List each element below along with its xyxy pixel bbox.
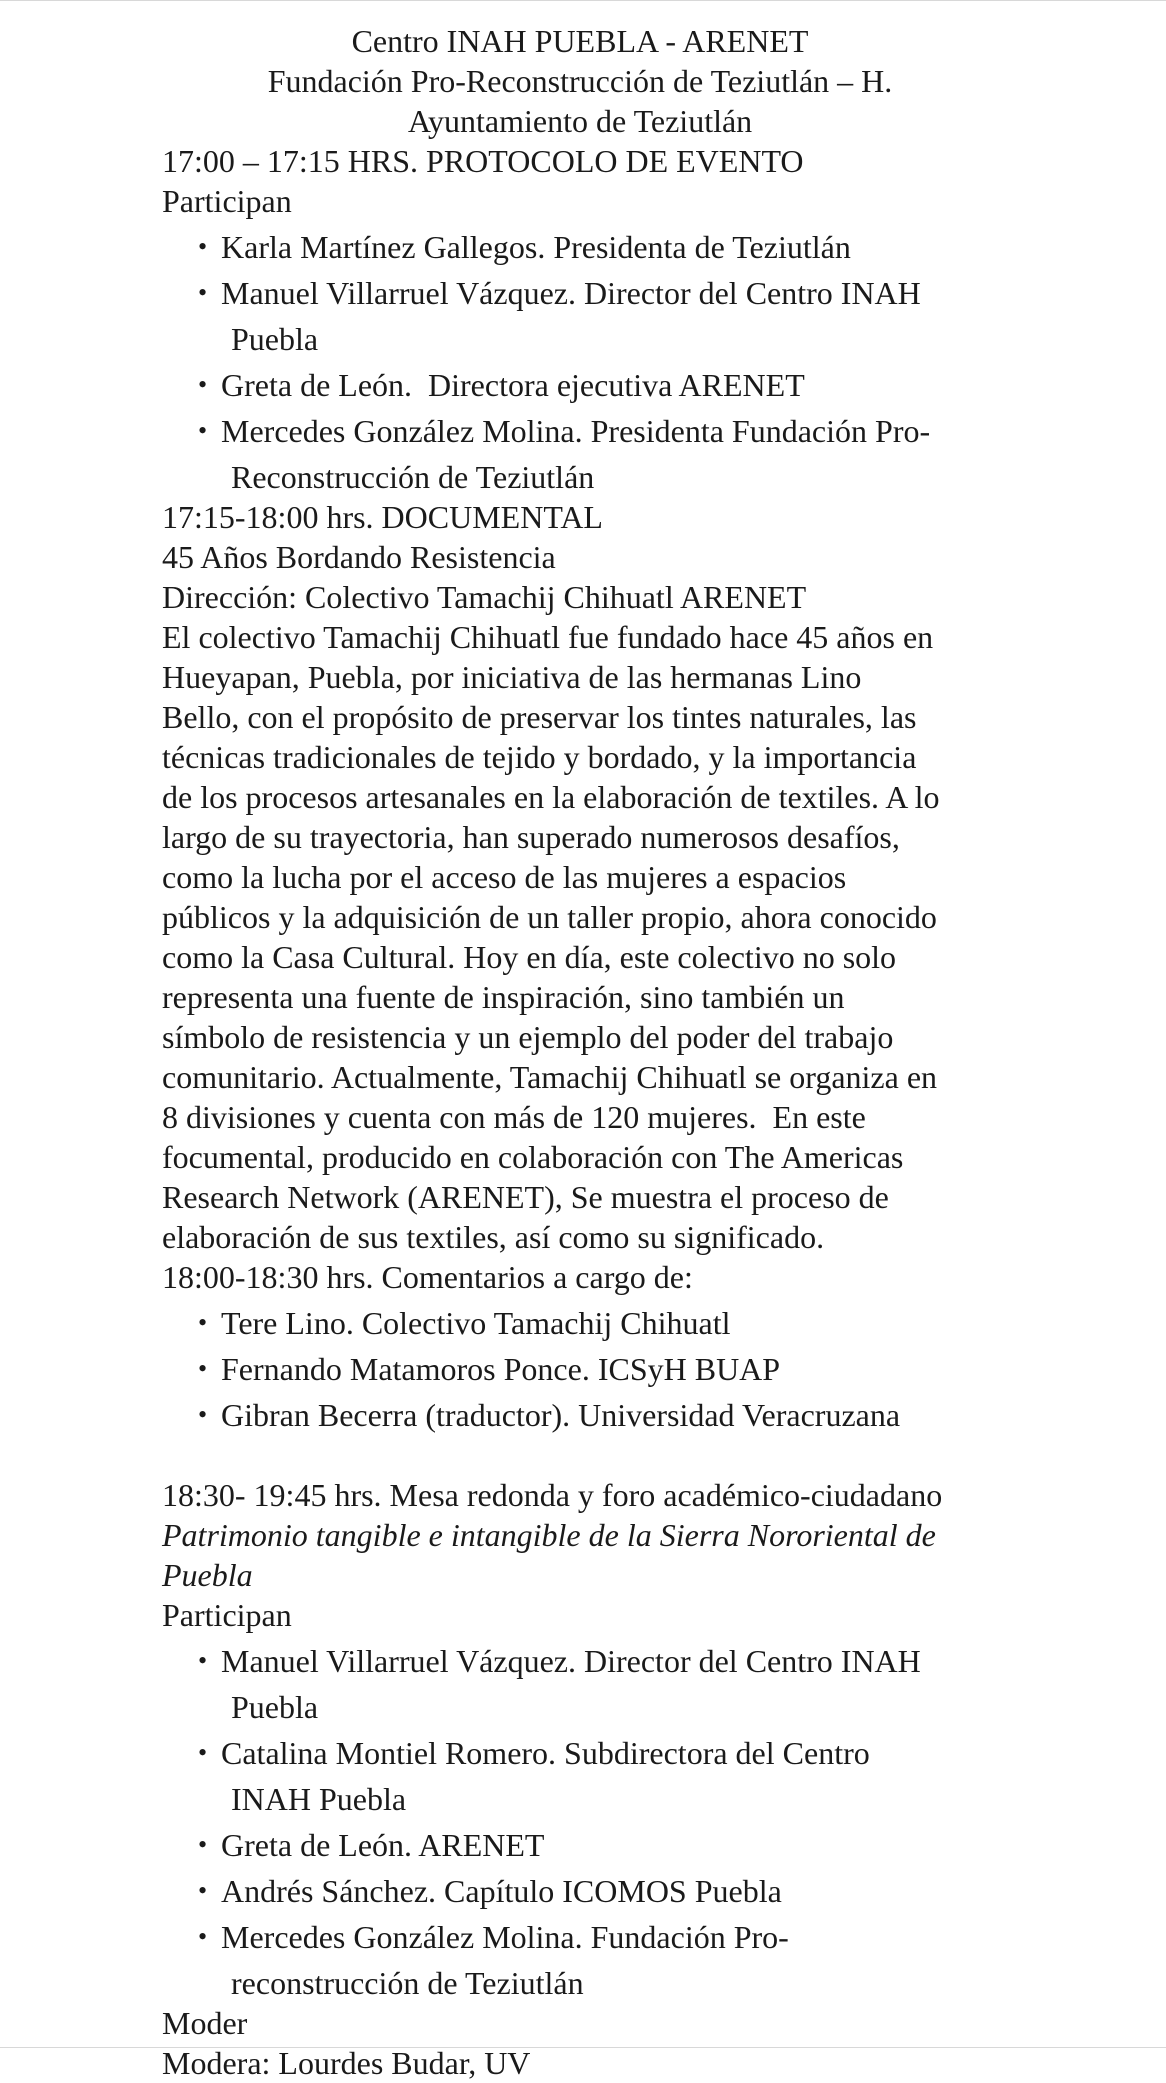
bullet-icon: • bbox=[198, 1646, 208, 1675]
participant-text: Manuel Villarruel Vázquez. Director del Centro INAH bbox=[221, 275, 921, 311]
description-line: representa una fuente de inspiración, sino también un bbox=[162, 979, 845, 1015]
bullet-icon: • bbox=[198, 1738, 208, 1767]
comments-section bbox=[162, 1257, 1012, 1435]
header-line-2: Fundación Pro-Reconstrucción de Teziutlán – H. bbox=[267, 63, 893, 99]
participant-text: Greta de León. ARENET bbox=[221, 1827, 545, 1863]
documentary-section bbox=[162, 497, 1012, 1257]
documentary-direction: Dirección: Colectivo Tamachij Chihuatl ARENET bbox=[162, 579, 807, 615]
bullet-icon: • bbox=[198, 370, 208, 399]
description-line: El colectivo Tamachij Chihuatl fue fundado hace 45 años en bbox=[162, 619, 934, 655]
description-line: 8 divisiones y cuenta con más de 120 mujeres. En este bbox=[162, 1099, 866, 1135]
moderator-line: Modera: Lourdes Budar, UV bbox=[162, 2045, 531, 2081]
commenter-text: Gibran Becerra (traductor). Universidad Veracruzana bbox=[221, 1397, 901, 1433]
participant-text-continued: reconstrucción de Teziutlán bbox=[231, 1965, 584, 2001]
description-line: públicos y la adquisición de un taller propio, ahora conocido bbox=[162, 899, 937, 935]
bullet-icon: • bbox=[198, 1308, 208, 1337]
protocol-participants-label: Participan bbox=[162, 183, 292, 219]
participant-text: Mercedes González Molina. Fundación Pro- bbox=[221, 1919, 789, 1955]
documentary-description bbox=[162, 617, 1012, 1257]
section-spacer bbox=[162, 1435, 1012, 1475]
description-line: como la Casa Cultural. Hoy en día, este colectivo no solo bbox=[162, 939, 897, 975]
list-item bbox=[162, 1825, 1012, 1865]
protocol-participants-list bbox=[162, 227, 1012, 497]
document-content bbox=[162, 21, 1012, 2083]
description-line: de los procesos artesanales en la elaboración de textiles. A lo bbox=[162, 779, 940, 815]
comments-list bbox=[162, 1303, 1012, 1435]
participant-text-continued: Reconstrucción de Teziutlán bbox=[231, 459, 595, 495]
header-line-3: Ayuntamiento de Teziutlán bbox=[407, 103, 753, 139]
description-line: comunitario. Actualmente, Tamachij Chihuatl se organiza en bbox=[162, 1059, 938, 1095]
description-line: Research Network (ARENET), Se muestra el proceso de bbox=[162, 1179, 889, 1215]
list-item bbox=[162, 1641, 1012, 1727]
roundtable-section bbox=[162, 1475, 1012, 2083]
moder-label: Moder bbox=[162, 2005, 248, 2041]
protocol-section bbox=[162, 141, 1012, 497]
protocol-time-title: 17:00 – 17:15 HRS. PROTOCOLO DE EVENTO bbox=[162, 143, 804, 179]
list-item bbox=[162, 1871, 1012, 1911]
participant-text: Catalina Montiel Romero. Subdirectora del Centro bbox=[221, 1735, 870, 1771]
bullet-icon: • bbox=[198, 232, 208, 261]
roundtable-time-title: 18:30- 19:45 hrs. Mesa redonda y foro académico-ciudadano bbox=[162, 1477, 943, 1513]
list-item bbox=[162, 1917, 1012, 2003]
participant-text-continued: Puebla bbox=[231, 321, 319, 357]
roundtable-subtitle-line-2: Puebla bbox=[162, 1557, 253, 1593]
participant-text: Andrés Sánchez. Capítulo ICOMOS Puebla bbox=[221, 1873, 782, 1909]
bullet-icon: • bbox=[198, 1400, 208, 1429]
participant-text: Manuel Villarruel Vázquez. Director del Centro INAH bbox=[221, 1643, 921, 1679]
list-item bbox=[162, 411, 1012, 497]
header-line-1: Centro INAH PUEBLA - ARENET bbox=[351, 23, 809, 59]
roundtable-subtitle-line-1: Patrimonio tangible e intangible de la Sierra Nororiental de bbox=[162, 1517, 936, 1553]
list-item bbox=[162, 273, 1012, 359]
participant-text: Mercedes González Molina. Presidenta Fundación Pro- bbox=[221, 413, 931, 449]
bullet-icon: • bbox=[198, 416, 208, 445]
participant-text-continued: INAH Puebla bbox=[231, 1781, 407, 1817]
list-item bbox=[162, 227, 1012, 267]
comments-time-title: 18:00-18:30 hrs. Comentarios a cargo de: bbox=[162, 1259, 693, 1295]
documentary-time-title: 17:15-18:00 hrs. DOCUMENTAL bbox=[162, 499, 603, 535]
description-line: Hueyapan, Puebla, por iniciativa de las hermanas Lino bbox=[162, 659, 862, 695]
description-line: elaboración de sus textiles, así como su significado. bbox=[162, 1219, 825, 1255]
document-header bbox=[160, 21, 1000, 141]
documentary-film-title: 45 Años Bordando Resistencia bbox=[162, 539, 556, 575]
commenter-text: Tere Lino. Colectivo Tamachij Chihuatl bbox=[221, 1305, 731, 1341]
list-item bbox=[162, 1733, 1012, 1819]
participant-text: Greta de León. Directora ejecutiva ARENET bbox=[221, 367, 805, 403]
bullet-icon: • bbox=[198, 278, 208, 307]
description-line: como la lucha por el acceso de las mujeres a espacios bbox=[162, 859, 847, 895]
description-line: focumental, producido en colaboración con The Americas bbox=[162, 1139, 904, 1175]
bullet-icon: • bbox=[198, 1830, 208, 1859]
bullet-icon: • bbox=[198, 1922, 208, 1951]
participant-text-continued: Puebla bbox=[231, 1689, 319, 1725]
description-line: técnicas tradicionales de tejido y bordado, y la importancia bbox=[162, 739, 917, 775]
roundtable-participants-label: Participan bbox=[162, 1597, 292, 1633]
description-line: largo de su trayectoria, han superado numerosos desafíos, bbox=[162, 819, 900, 855]
description-line: símbolo de resistencia y un ejemplo del poder del trabajo bbox=[162, 1019, 894, 1055]
participant-text: Karla Martínez Gallegos. Presidenta de Teziutlán bbox=[221, 229, 851, 265]
bullet-icon: • bbox=[198, 1876, 208, 1905]
commenter-text: Fernando Matamoros Ponce. ICSyH BUAP bbox=[221, 1351, 781, 1387]
description-line: Bello, con el propósito de preservar los tintes naturales, las bbox=[162, 699, 917, 735]
bullet-icon: • bbox=[198, 1354, 208, 1383]
roundtable-participants-list bbox=[162, 1641, 1012, 2003]
list-item bbox=[162, 365, 1012, 405]
list-item bbox=[162, 1349, 1012, 1389]
list-item bbox=[162, 1395, 1012, 1435]
list-item bbox=[162, 1303, 1012, 1343]
